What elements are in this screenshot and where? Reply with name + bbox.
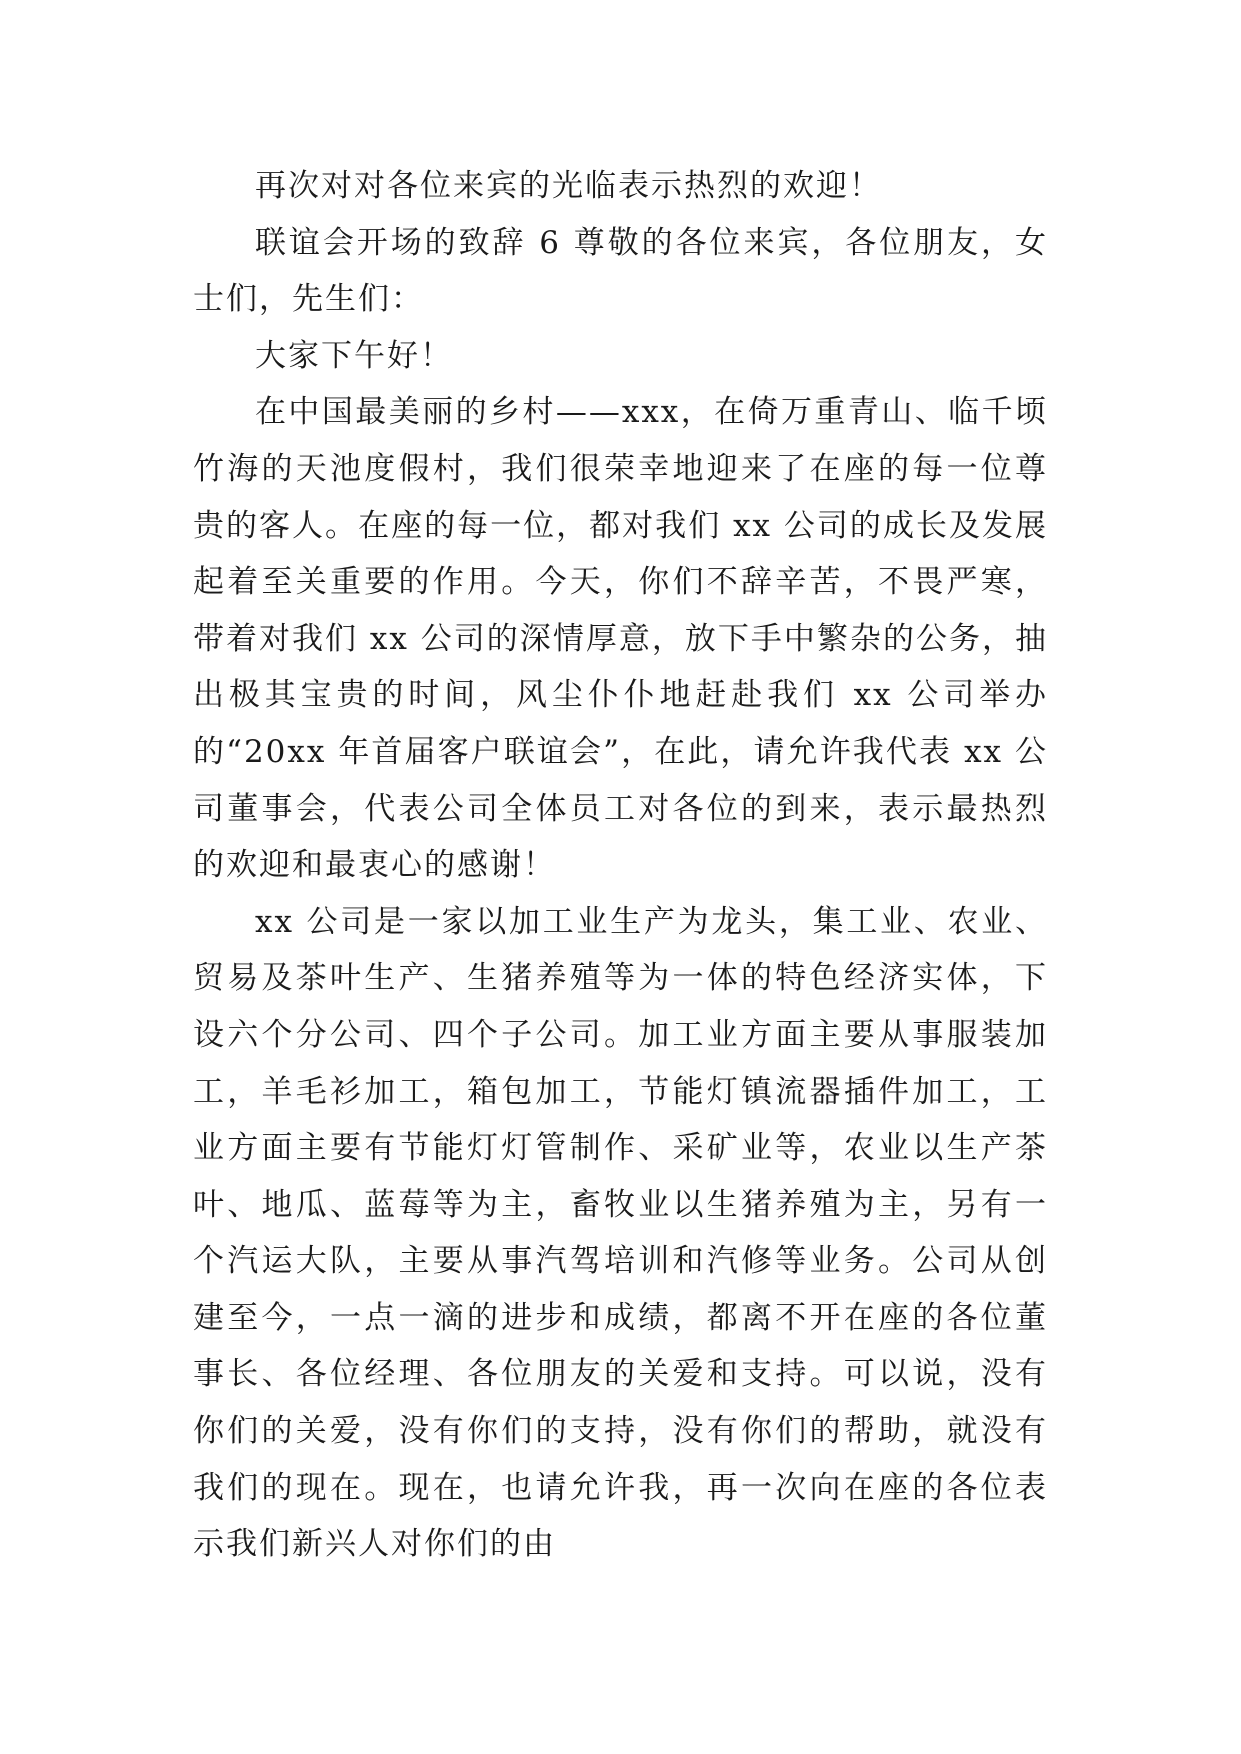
paragraph-greeting: 大家下午好！ bbox=[255, 337, 453, 374]
paragraph-welcome-guests: 在中国最美丽的乡村——xxx，在倚万重青山、临千顷竹海的天池度假村，我们很荣幸地迎来了在座的每一位尊贵的客人。在座的每一位，都对我们 xx 公司的成长及发展起着至关重要的作用。今天，你们不辞辛苦，不畏严寒，带着对我们 xx 公司的深情厚意，放下手中繁杂的公务，抽出极其宝贵的时间，风尘仆仆地赶赴我们 xx 公司举办的“20xx 年首届客户联谊会”，在此，请允许我代表 xx 公司董事会，代表公司全体员工对各位的到来，表示最热烈的欢迎和最衷心的感谢！ bbox=[193, 394, 1048, 884]
paragraph-speech-opening: 联谊会开场的致辞 6 尊敬的各位来宾，各位朋友，女士们，先生们： bbox=[193, 224, 1048, 318]
paragraph-company-intro: xx 公司是一家以加工业生产为龙头，集工业、农业、贸易及茶叶生产、生猪养殖等为一体的特色经济实体，下设六个分公司、四个子公司。加工业方面主要从事服装加工，羊毛衫加工，箱包加工，节能灯镇流器插件加工，工业方面主要有节能灯灯管制作、采矿业等，农业以生产茶叶、地瓜、蓝莓等为主，畜牧业以生猪养殖为主，另有一个汽运大队，主要从事汽驾培训和汽修等业务。公司从创建至今，一点一滴的进步和成绩，都离不开在座的各位董事长、各位经理、各位朋友的关爱和支持。可以说，没有你们的关爱，没有你们的支持，没有你们的帮助，就没有我们的现在。现在，也请允许我，再一次向在座的各位表示我们新兴人对你们的由 bbox=[193, 903, 1048, 1563]
paragraph-welcome-again: 再次对对各位来宾的光临表示热烈的欢迎！ bbox=[255, 168, 882, 204]
document-body bbox=[193, 158, 1048, 1573]
